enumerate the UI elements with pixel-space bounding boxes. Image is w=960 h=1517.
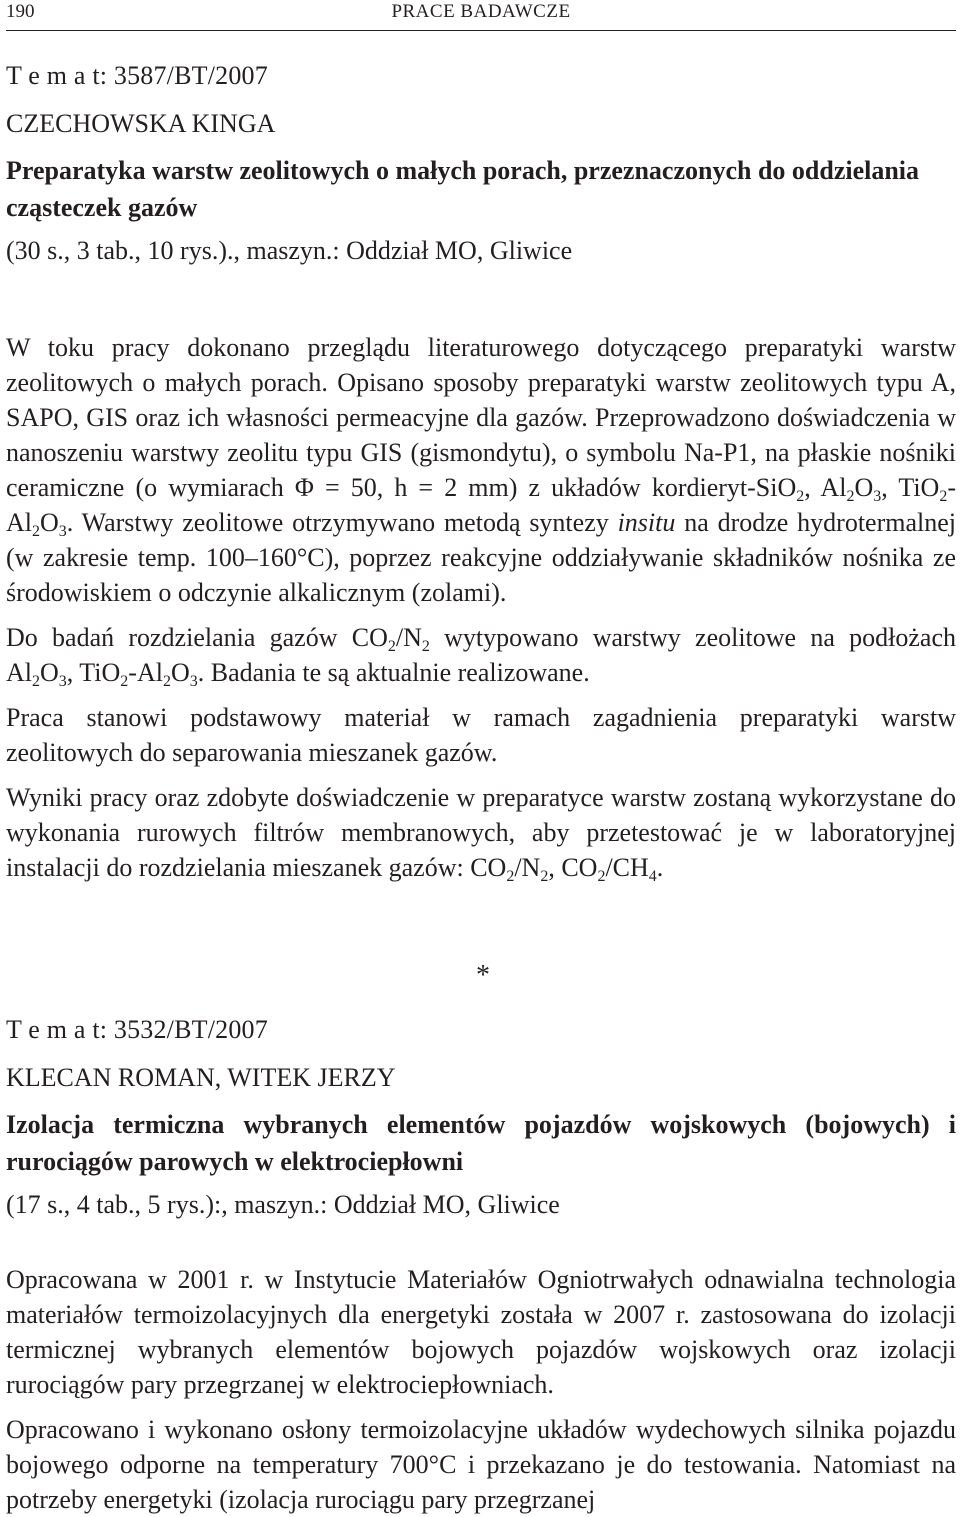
abstract-paragraph-2: Opracowano i wykonano osłony termoizolacyjne układów wydechowych silnika pojazdu bojowego odporne na temperatury 700°C i przekazano je do testowania. Natomiast na potrzeby energetyki (izolacja rurociągu pary przegrzanej [6, 1415, 956, 1514]
entry-title: Izolacja termiczna wybranych elementów pojazdów wojskowych (bojowych) i rurociągów parowych w elektrociepłowni [6, 1110, 956, 1176]
page-number: 190 [6, 1, 35, 22]
entry-title: Preparatyka warstw zeolitowych o małych porach, przeznaczonych do oddzielania cząsteczek gazów [6, 156, 920, 222]
entry-separator: * [476, 960, 490, 991]
page-header [6, 0, 956, 31]
theme-number: T e m a t: 3587/BT/2007 [6, 61, 268, 90]
abstract-paragraph-1: W toku pracy dokonano przeglądu literaturowego dotyczącego preparatyki warstw zeolitowych o małych porach. Opisano sposoby preparatyki warstw zeolitowych typu A, SAPO, GIS oraz ich własności permeacyjne dla gazów. Przeprowadzono doświadczenia w nanoszeniu warstwy zeolitu typu GIS (gismondytu), o symbolu Na-P1, na płaskie nośniki ceramiczne (o wymiarach Φ = 50, h = 2 mm) z układów kordieryt-SiO$_2$, $Al_2O_3$, $TiO_2-Al_2O_3$. Warstwy zeolitowe otrzymywano metodą syntezy insitu na drodze hydrotermalnej (w zakresie temp. 100–160°C), poprzez reakcyjne oddziaływanie składników nośnika ze środowiskiem o odczynie alkalicznym (zolami). [6, 333, 956, 607]
entry-2-abstract [6, 1262, 956, 1517]
entry-1-abstract [6, 330, 956, 885]
running-head: PRACE BADAWCZE [391, 1, 571, 22]
entry-1 [6, 58, 956, 269]
authors: KLECAN ROMAN, WITEK JERZY [6, 1063, 396, 1092]
abstract-paragraph-3: Praca stanowi podstawowy materiał w ramach zagadnienia preparatyki warstw zeolitowych do separowania mieszanek gazów. [6, 703, 956, 767]
entry-2 [6, 1012, 956, 1223]
entry-details: (30 s., 3 tab., 10 rys.)., maszyn.: Oddział MO, Gliwice [6, 236, 573, 265]
abstract-paragraph-4: Wyniki pracy oraz zdobyte doświadczenie w preparatyce warstw zostaną wykorzystane do wykonania rurowych filtrów membranowych, aby przetestować je w laboratoryjnej instalacji do rozdzielania mieszanek gazów: $CO_2/N_2$, $CO_2/CH_4$. [6, 783, 956, 885]
theme-number: T e m a t: 3532/BT/2007 [6, 1015, 268, 1044]
authors: CZECHOWSKA KINGA [6, 109, 276, 138]
abstract-paragraph-2: Do badań rozdzielania gazów $CO_2/N_2$ wytypowano warstwy zeolitowe na podłożach $Al_2O_3$, $TiO_2-Al_2O_3$. Badania te są aktualnie realizowane. [6, 623, 956, 690]
abstract-paragraph-1: Opracowana w 2001 r. w Instytucie Materiałów Ogniotrwałych odnawialna technologia materiałów termoizolacyjnych dla energetyki została w 2007 r. zastosowana do izolacji termicznej wybranych elementów bojowych pojazdów wojskowych oraz izolacji rurociągów pary przegrzanej w elektrociepłowniach. [6, 1265, 956, 1399]
entry-details: (17 s., 4 tab., 5 rys.):, maszyn.: Oddział MO, Gliwice [6, 1190, 560, 1219]
